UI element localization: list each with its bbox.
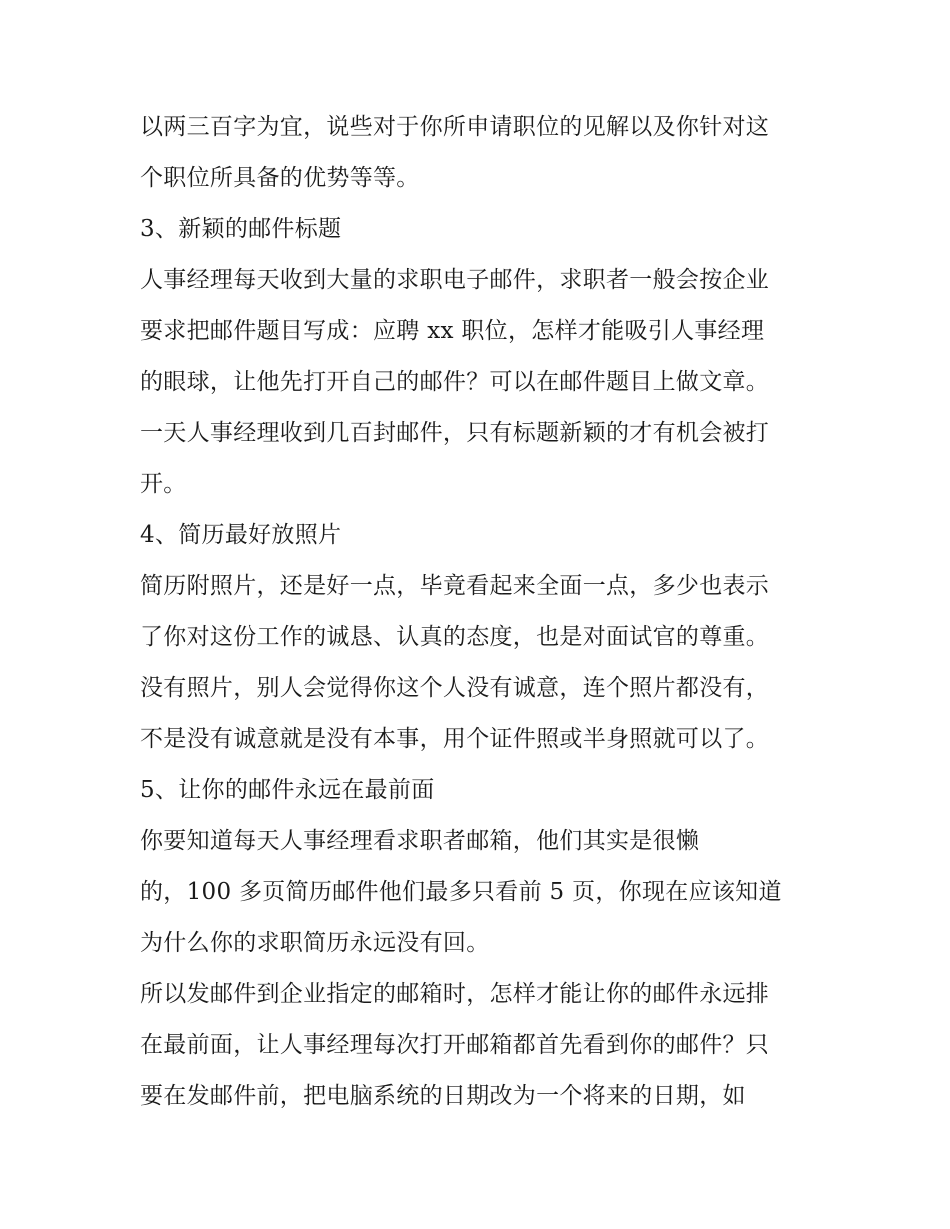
- paragraph-line: 以两三百字为宜，说些对于你所申请职位的见解以及你针对这: [140, 114, 770, 140]
- paragraph-line: 简历附照片，还是好一点，毕竟看起来全面一点，多少也表示: [140, 573, 770, 599]
- paragraph-line: 所以发邮件到企业指定的邮箱时，怎样才能让你的邮件永远排: [140, 981, 770, 1007]
- paragraph-line: 的眼球，让他先打开自己的邮件？可以在邮件题目上做文章。: [140, 369, 770, 395]
- paragraph-line: 在最前面，让人事经理每次打开邮箱都首先看到你的邮件？只: [140, 1032, 770, 1058]
- paragraph-line: 不是没有诚意就是没有本事，用个证件照或半身照就可以了。: [140, 726, 770, 752]
- section-heading: 5、让你的邮件永远在最前面: [140, 777, 435, 803]
- paragraph-line: 个职位所具备的优势等等。: [140, 165, 420, 191]
- section-heading: 4、简历最好放照片: [140, 522, 342, 548]
- section-heading: 3、新颖的邮件标题: [140, 216, 342, 242]
- paragraph-line: 要求把邮件题目写成：应聘 xx 职位，怎样才能吸引人事经理: [140, 318, 765, 344]
- paragraph-line: 为什么你的求职简历永远没有回。: [140, 930, 490, 956]
- paragraph-line: 你要知道每天人事经理看求职者邮箱，他们其实是很懒: [140, 828, 700, 854]
- paragraph-line: 没有照片，别人会觉得你这个人没有诚意，连个照片都没有，: [140, 675, 770, 701]
- paragraph-line: 要在发邮件前，把电脑系统的日期改为一个将来的日期，如: [140, 1083, 746, 1109]
- paragraph-line: 人事经理每天收到大量的求职电子邮件，求职者一般会按企业: [140, 267, 770, 293]
- paragraph-line: 的，100 多页简历邮件他们最多只看前 5 页，你现在应该知道: [140, 879, 782, 905]
- paragraph-line: 一天人事经理收到几百封邮件，只有标题新颖的才有机会被打: [140, 420, 770, 446]
- paragraph-line: 了你对这份工作的诚恳、认真的态度，也是对面试官的尊重。: [140, 624, 770, 650]
- paragraph-line: 开。: [140, 471, 187, 497]
